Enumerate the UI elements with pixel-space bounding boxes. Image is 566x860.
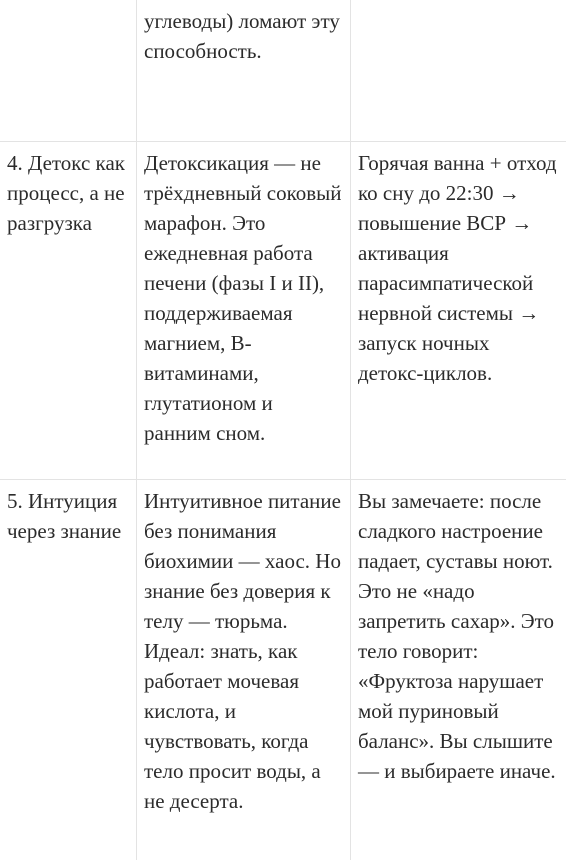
table-row (0, 0, 566, 142)
example-cell (351, 0, 566, 141)
principle-cell: 4. Детокс как процесс, а не разгрузка (0, 142, 137, 479)
explanation-cell: Детоксикация — не трёхдневный соковый марафон. Это ежедневная работа печени (фазы I и II), поддерживаемая магнием, B-витаминами, глутатионом и ранним сном. (137, 142, 351, 479)
example-cell: Вы замечаете: после сладкого настроение падает, суставы ноют. Это не «надо запретить сахар». Это тело говорит: «Фруктоза нарушает мой пуриновый баланс». Вы слышите — и выбираете иначе. (358, 489, 556, 783)
example-cell: Горячая ванна + отход ко сну до 22:30 → повышение ВСР → активация парасимпатической нервной системы → запуск ночных детокс-циклов. (358, 151, 557, 385)
principle-cell: 5. Интуиция через знание (0, 480, 137, 860)
table-row (0, 142, 566, 480)
table-row (0, 480, 566, 860)
explanation-cell: углеводы) ломают эту способность. (137, 0, 351, 141)
principle-cell (0, 0, 137, 141)
explanation-cell: Интуитивное питание без понимания биохимии — хаос. Но знание без доверия к телу — тюрьма. Идеал: знать, как работает мочевая кислота, и чувствовать, когда тело просит воды, а не десерта. (137, 480, 351, 860)
